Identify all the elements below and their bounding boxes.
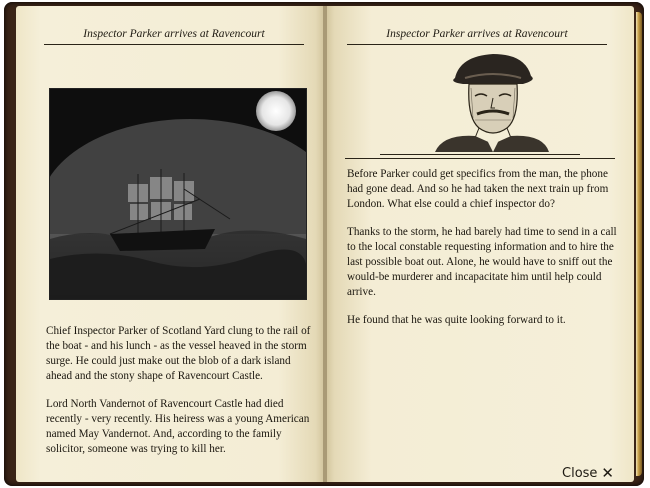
right-page-header: Inspector Parker arrives at Ravencourt xyxy=(347,28,607,45)
portrait-rule-top xyxy=(380,154,580,155)
ship-in-storm-illustration xyxy=(49,88,307,300)
right-page xyxy=(325,6,634,482)
close-button[interactable] xyxy=(562,464,614,482)
page-edges xyxy=(636,12,642,476)
paragraph: Lord North Vandernot of Ravencourt Castle had died recently - very recently. His heiress was a young American named May Vandernot. And, according to the family solicitor, someone was trying to kill her. xyxy=(46,398,310,455)
journal-book xyxy=(4,2,644,486)
paragraph: Thanks to the storm, he had barely had time to send in a call to the local constable requesting information and to hire the last possible boat out. Alone, he would have to sniff out the would-be murderer and incapacitate him until help could arrive. xyxy=(347,226,617,298)
left-page xyxy=(16,6,325,482)
inspector-parker-portrait xyxy=(415,48,565,152)
left-page-text xyxy=(46,324,316,470)
paragraph: He found that he was quite looking forward to it. xyxy=(347,314,566,326)
book-spine xyxy=(323,6,327,482)
close-label: Close xyxy=(562,465,598,481)
x-icon: ✕ xyxy=(601,464,614,482)
paragraph: Chief Inspector Parker of Scotland Yard clung to the rail of the boat - and his lunch - as the vessel heaved in the storm surge. He could just make out the blob of a dark island ahead and the stony shape of Ravencourt Castle. xyxy=(46,325,311,382)
portrait-rule-bottom xyxy=(345,158,615,159)
paragraph: Before Parker could get specifics from the man, the phone had gone dead. And so he had taken the next train up from London. What else could a chief inspector do? xyxy=(347,168,609,210)
left-page-header: Inspector Parker arrives at Ravencourt xyxy=(44,28,304,45)
right-page-text xyxy=(347,167,619,341)
